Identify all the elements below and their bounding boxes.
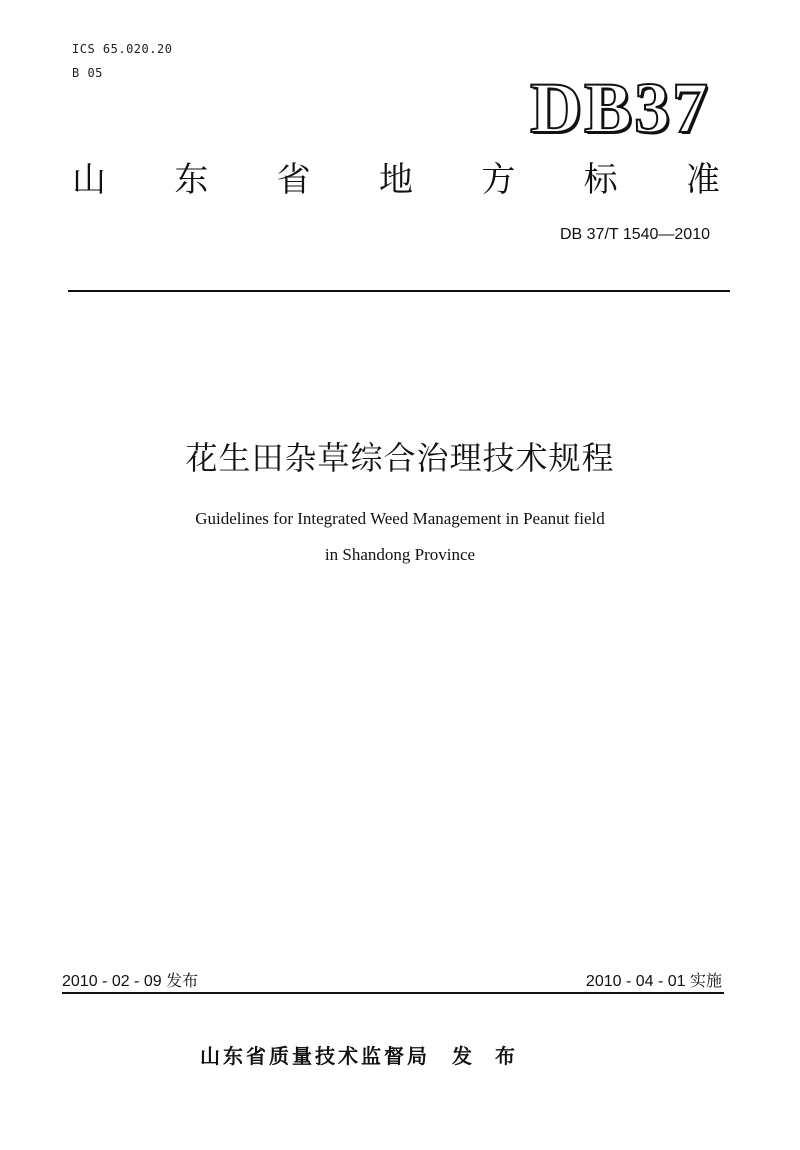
top-divider (68, 290, 730, 292)
standard-type-char: 省 (276, 160, 311, 200)
publisher-action: 发 布 (452, 1044, 523, 1068)
publisher-line (200, 1040, 523, 1069)
publisher-name: 山东省质量技术监督局 (200, 1044, 430, 1068)
document-title-en-line2: in Shandong Province (324, 545, 476, 564)
ccs-code: B 05 (72, 66, 103, 80)
standard-type-char: 标 (583, 160, 618, 200)
ics-code: ICS 65.020.20 (72, 42, 173, 56)
document-title-en-line1: Guidelines for Integrated Weed Management in Peanut field (195, 509, 605, 528)
implementation-date: 2010 - 04 - 01 实施 (585, 973, 722, 990)
standard-type-char: 山 (72, 160, 106, 200)
bottom-divider (62, 992, 724, 994)
standard-type-char: 地 (378, 160, 413, 200)
standard-code: DB 37/T 1540—2010 (559, 226, 710, 243)
standard-type-title (72, 158, 720, 202)
document-title-cn: 花生田杂草综合治理技术规程 (185, 439, 615, 477)
standard-type-char: 东 (174, 160, 209, 200)
issue-date: 2010 - 02 - 09 发布 (62, 973, 199, 990)
standard-type-char: 方 (481, 160, 516, 200)
db37-logo: DB37 (529, 68, 710, 148)
standard-type-char: 准 (685, 160, 720, 200)
